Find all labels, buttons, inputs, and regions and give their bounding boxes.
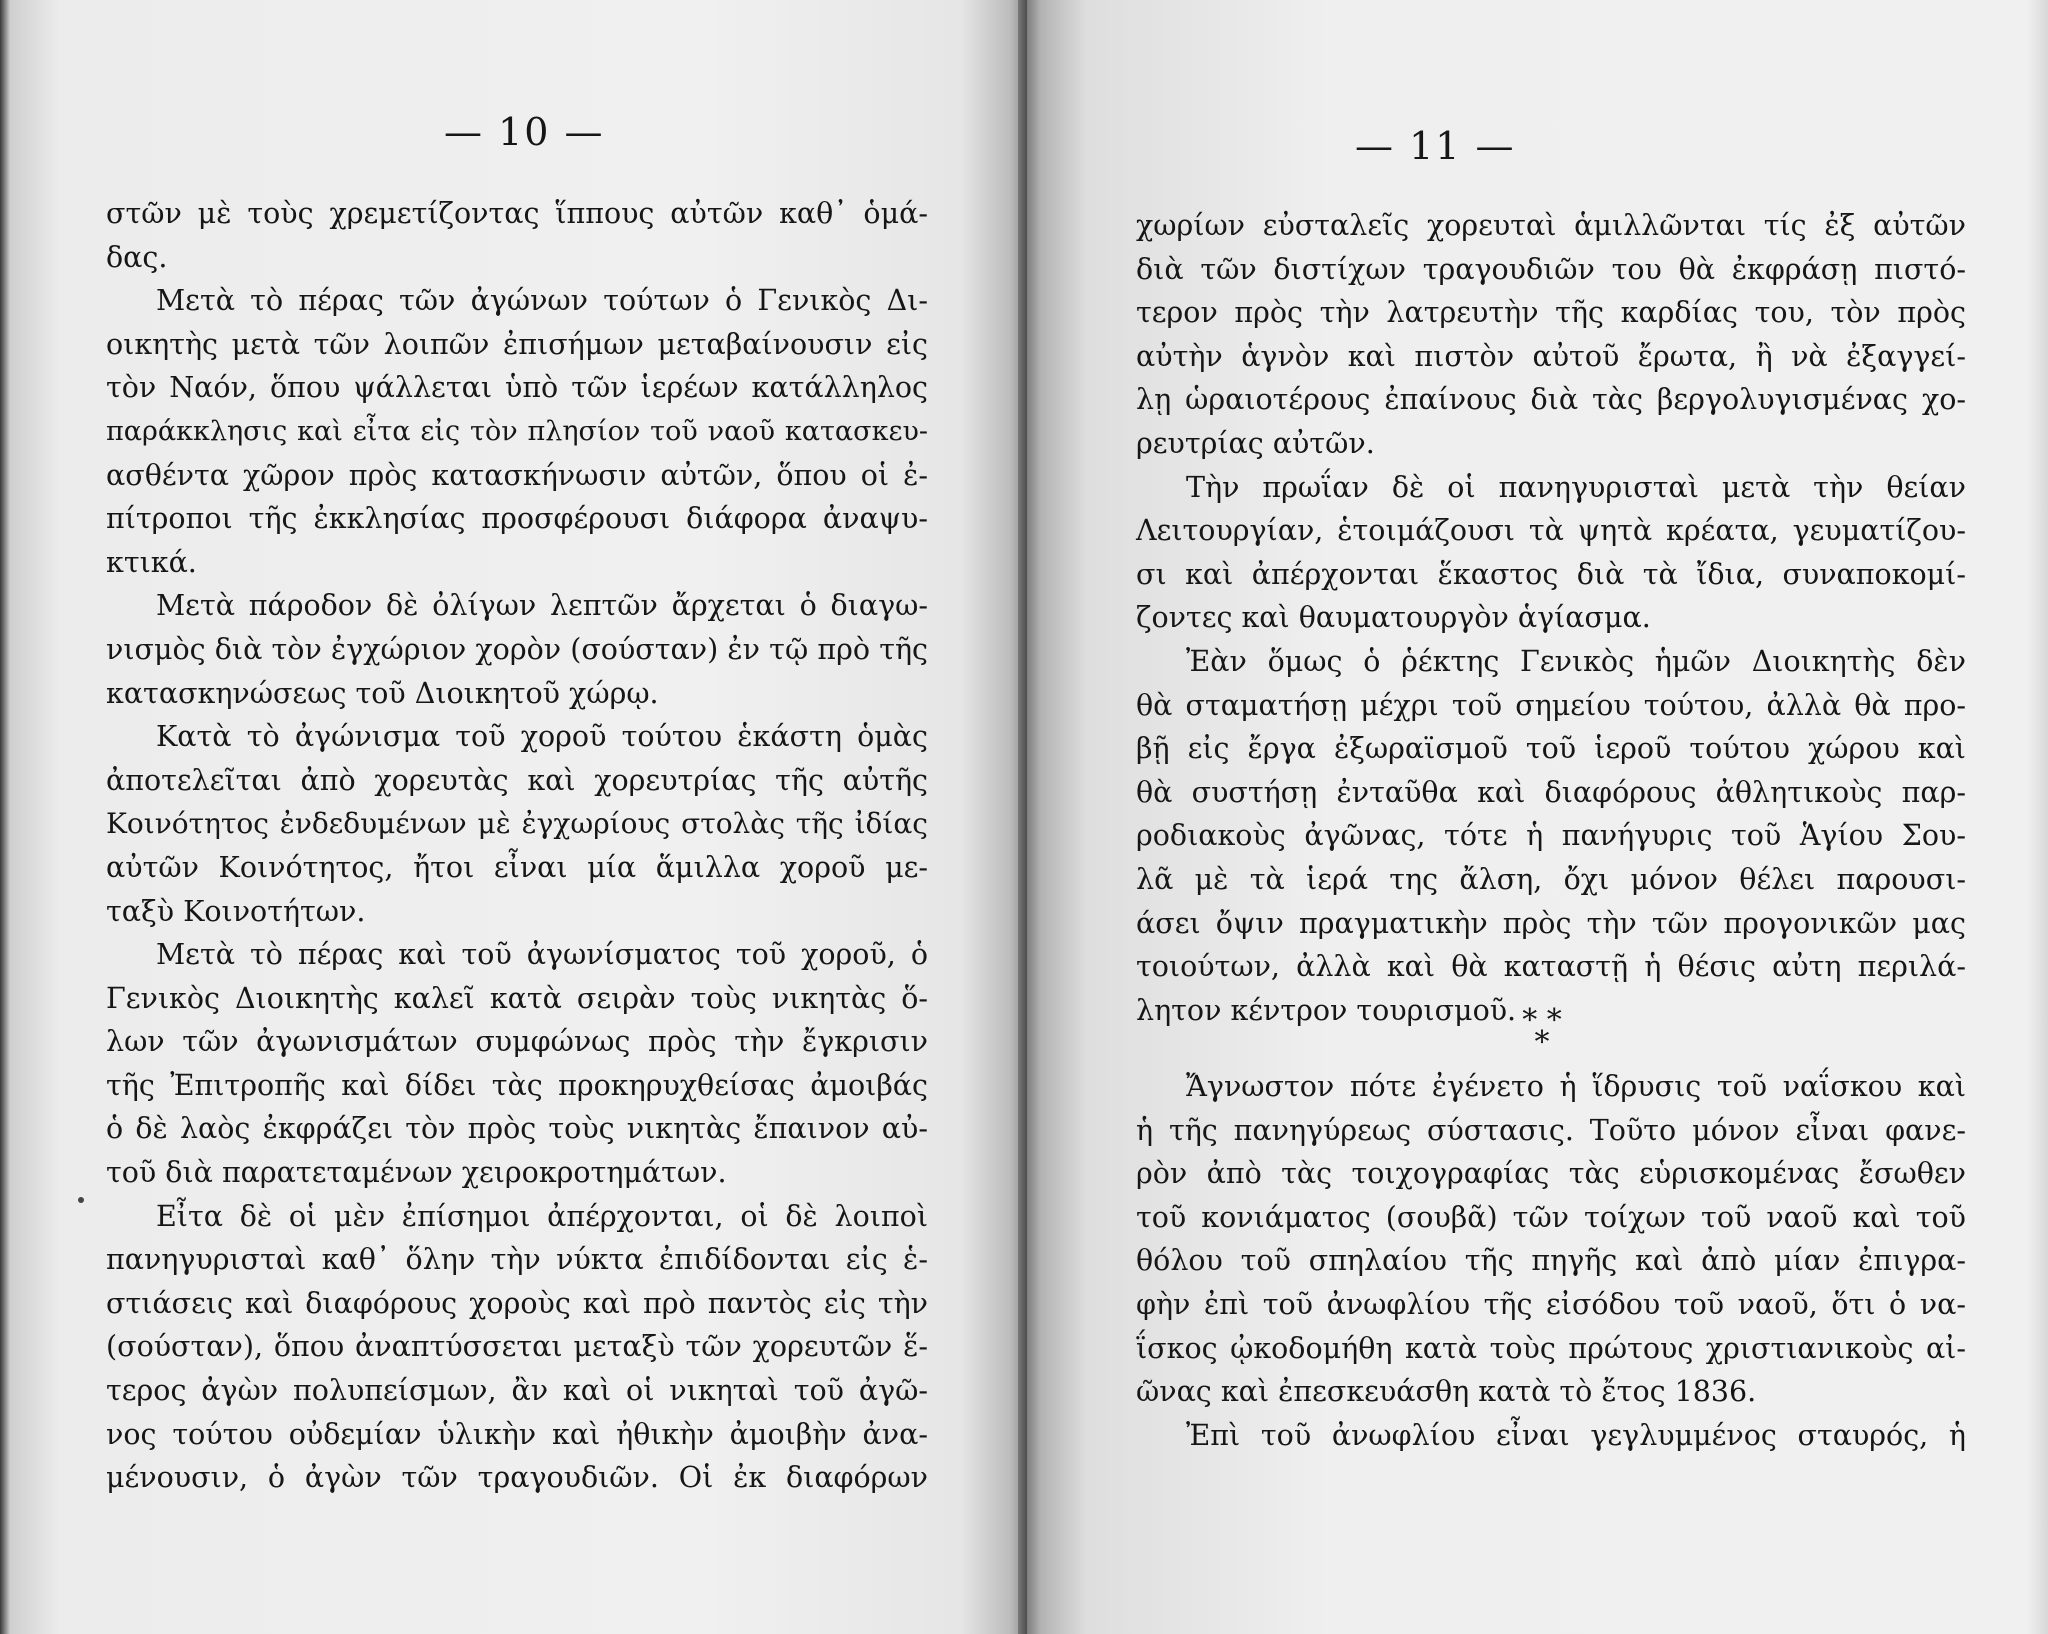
text-line: Γενικὸς Διοικητὴς καλεῖ κατὰ σειρὰν τοὺς νικητὰς ὅ-	[106, 981, 928, 1015]
text-line: τοιούτων, ἀλλὰ καὶ θὰ καταστῇ ἡ θέσις αὐτη περιλά-	[1136, 950, 1966, 984]
text-line: Τὴν πρωΐαν δὲ οἱ πανηγυρισταὶ μετὰ τὴν θείαν	[1186, 470, 1966, 504]
text-line: κτικά.	[106, 545, 197, 579]
page-text	[1136, 204, 1966, 1032]
text-line: χωρίων εὐσταλεῖς χορευταὶ ἁμιλλῶνται τίς ἐξ αὐτῶν	[1136, 209, 1966, 242]
text-line: ζοντες καὶ θαυματουργὸν ἁγίασμα.	[1136, 601, 1651, 635]
text-line: αὐτῶν Κοινότητος, ἤτοι εἶναι μία ἅμιλλα χοροῦ με-	[106, 850, 928, 884]
text-line: πανηγυρισταὶ καθ᾿ ὅλην τὴν νύκτα ἐπιδίδονται εἰς ἑ-	[106, 1243, 928, 1277]
text-line: Ἐπὶ τοῦ ἀνωφλίου εἶναι γεγλυμμένος σταυρός, ἡ	[1186, 1418, 1966, 1452]
text-line: τοῦ διὰ παρατεταμένων χειροκροτημάτων.	[106, 1156, 727, 1190]
text-line: πίτροποι τῆς ἐκκλησίας προσφέρουσι διάφορα ἀναψυ-	[106, 502, 928, 536]
text-line: (σούσταν), ὅπου ἀναπτύσσεται μεταξὺ τῶν χορευτῶν ἕ-	[106, 1330, 928, 1364]
text-line: λητον κέντρον τουρισμοῦ.	[1136, 993, 1517, 1027]
text-line: λᾶ μὲ τὰ ἱερά της ἄλση, ὄχι μόνον θέλει παρουσι-	[1136, 862, 1966, 896]
text-line: τερον πρὸς τὴν λατρευτὴν τῆς καρδίας του, τὸν πρὸς	[1136, 296, 1966, 330]
page-text	[106, 192, 928, 1500]
text-line: δας.	[106, 240, 168, 274]
page-text	[1136, 1065, 1966, 1457]
text-line: τὸν Ναόν, ὅπου ψάλλεται ὑπὸ τῶν ἱερέων κατάλληλος	[106, 371, 928, 405]
text-line: μένουσιν, ὁ ἀγὼν τῶν τραγουδιῶν. Οἱ ἐκ διαφόρων	[106, 1461, 928, 1495]
text-line: ασθέντα χῶρον πρὸς κατασκήνωσιν αὐτῶν, ὅπου οἱ ἐ-	[106, 458, 928, 492]
text-line: τερος ἀγὼν πολυπείσμων, ἂν καὶ οἱ νικηταὶ τοῦ ἀγῶ-	[106, 1374, 928, 1408]
right-page	[1027, 0, 2048, 1634]
text-line: νος τούτου οὐδεμίαν ὑλικὴν καὶ ἠθικὴν ἀμοιβὴν ἀνα-	[106, 1417, 928, 1451]
text-line: ροδιακοὺς ἀγῶνας, τότε ἡ πανήγυρις τοῦ Ἁγίου Σου-	[1136, 819, 1966, 853]
text-line: Μετὰ πάροδον δὲ ὀλίγων λεπτῶν ἄρχεται ὁ διαγω-	[156, 589, 928, 623]
text-line: σι καὶ ἀπέρχονται ἕκαστος διὰ τὰ ἴδια, συναποκομί-	[1136, 557, 1966, 591]
text-line: αὐτὴν ἁγνὸν καὶ πιστὸν αὐτοῦ ἔρωτα, ἢ νὰ ἐξαγγεί-	[1136, 339, 1966, 373]
section-break: * * *	[1522, 1003, 1562, 1060]
text-line: βῇ εἰς ἔργα ἐξωραϊσμοῦ τοῦ ἱεροῦ τούτου χώρου καὶ	[1136, 732, 1966, 766]
text-line: Ἄγνωστον πότε ἐγένετο ἡ ἵδρυσις τοῦ ναΐσκου καὶ	[1186, 1070, 1966, 1103]
text-line: Ἐὰν ὅμως ὁ ῥέκτης Γενικὸς ἡμῶν Διοικητὴς δὲν	[1186, 644, 1966, 678]
text-line: Λειτουργίαν, ἑτοιμάζουσι τὰ ψητὰ κρέατα, γευματίζου-	[1136, 514, 1966, 548]
text-line: διὰ τῶν διστίχων τραγουδιῶν του θὰ ἐκφράσῃ πιστό-	[1136, 252, 1966, 286]
text-line: Μετὰ τὸ πέρας τῶν ἀγώνων τούτων ὁ Γενικὸς Δι-	[156, 284, 928, 318]
text-line: στῶν μὲ τοὺς χρεμετίζοντας ἵππους αὐτῶν καθ᾿ ὁμά-	[106, 197, 928, 230]
text-line: θόλου τοῦ σπηλαίου τῆς πηγῆς καὶ ἀπὸ μίαν ἐπιγρα-	[1136, 1244, 1966, 1278]
text-line: ρὸν ἀπὸ τὰς τοιχογραφίας τὰς εὑρισκομένας ἔσωθεν	[1136, 1157, 1966, 1191]
text-line: ταξὺ Κοινοτήτων.	[106, 894, 366, 928]
text-line: θὰ συστήσῃ ἐνταῦθα καὶ διαφόρους ἀθλητικοὺς παρ-	[1136, 775, 1966, 809]
text-line: ῶνας καὶ ἐπεσκευάσθη κατὰ τὸ ἔτος 1836.	[1136, 1375, 1757, 1409]
text-line: οικητὴς μετὰ τῶν λοιπῶν ἐπισήμων μεταβαίνουσιν εἰς	[106, 327, 928, 361]
text-line: τῆς Ἐπιτροπῆς καὶ δίδει τὰς προκηρυχθείσας ἀμοιβάς	[106, 1068, 928, 1102]
text-line: τοῦ κονιάματος (σουβᾶ) τῶν τοίχων τοῦ ναοῦ καὶ τοῦ	[1136, 1200, 1966, 1234]
text-line: ΐσκος ᾠκοδομήθη κατὰ τοὺς πρώτους χριστιανικοὺς αἰ-	[1136, 1331, 1966, 1365]
text-line: θὰ σταματήσῃ μέχρι τοῦ σημείου τούτου, ἀλλὰ θὰ προ-	[1136, 688, 1966, 722]
text-line: Κοινότητος ἐνδεδυμένων μὲ ἐγχωρίους στολὰς τῆς ἰδίας	[106, 807, 928, 841]
text-line: ὁ δὲ λαὸς ἐκφράζει τὸν πρὸς τοὺς νικητὰς ἔπαινον αὐ-	[106, 1112, 928, 1146]
page-number: — 10 —	[444, 110, 605, 154]
text-line: λων τῶν ἀγωνισμάτων συμφώνως πρὸς τὴν ἔγκρισιν	[106, 1025, 928, 1059]
text-line: στιάσεις καὶ διαφόρους χοροὺς καὶ πρὸ παντὸς εἰς τὴν	[106, 1286, 928, 1320]
text-line: ἀποτελεῖται ἀπὸ χορευτὰς καὶ χορευτρίας τῆς αὐτῆς	[106, 763, 928, 797]
text-line: Μετὰ τὸ πέρας καὶ τοῦ ἀγωνίσματος τοῦ χοροῦ, ὁ	[156, 938, 928, 972]
text-line: άσει ὄψιν πραγματικὴν πρὸς τὴν τῶν προγονικῶν μας	[1136, 906, 1966, 940]
text-line: Κατὰ τὸ ἀγώνισμα τοῦ χοροῦ τούτου ἑκάστη ὁμὰς	[156, 720, 928, 754]
text-line: ἡ τῆς πανηγύρεως σύστασις. Τοῦτο μόνον εἶναι φανε-	[1136, 1113, 1966, 1147]
text-line: κατασκηνώσεως τοῦ Διοικητοῦ χώρῳ.	[106, 676, 659, 710]
text-line: φὴν ἐπὶ τοῦ ἀνωφλίου τῆς εἰσόδου τοῦ ναοῦ, ὅτι ὁ να-	[1136, 1287, 1966, 1321]
text-line: παράκκλησις καὶ εἶτα εἰς τὸν πλησίον τοῦ ναοῦ κατασκευ-	[106, 415, 928, 447]
text-line: Εἶτα δὲ οἱ μὲν ἐπίσημοι ἀπέρχονται, οἱ δὲ λοιποὶ	[156, 1199, 928, 1233]
paper-speck	[78, 1197, 84, 1203]
text-line: ρευτρίας αὐτῶν.	[1136, 426, 1375, 460]
page-number: — 11 —	[1355, 124, 1516, 168]
text-line: νισμὸς διὰ τὸν ἐγχώριον χορὸν (σούσταν) ἐν τῷ πρὸ τῆς	[106, 632, 928, 666]
text-line: λῃ ὡραιοτέρους ἐπαίνους διὰ τὰς βεργολυγισμένας χο-	[1136, 383, 1966, 417]
